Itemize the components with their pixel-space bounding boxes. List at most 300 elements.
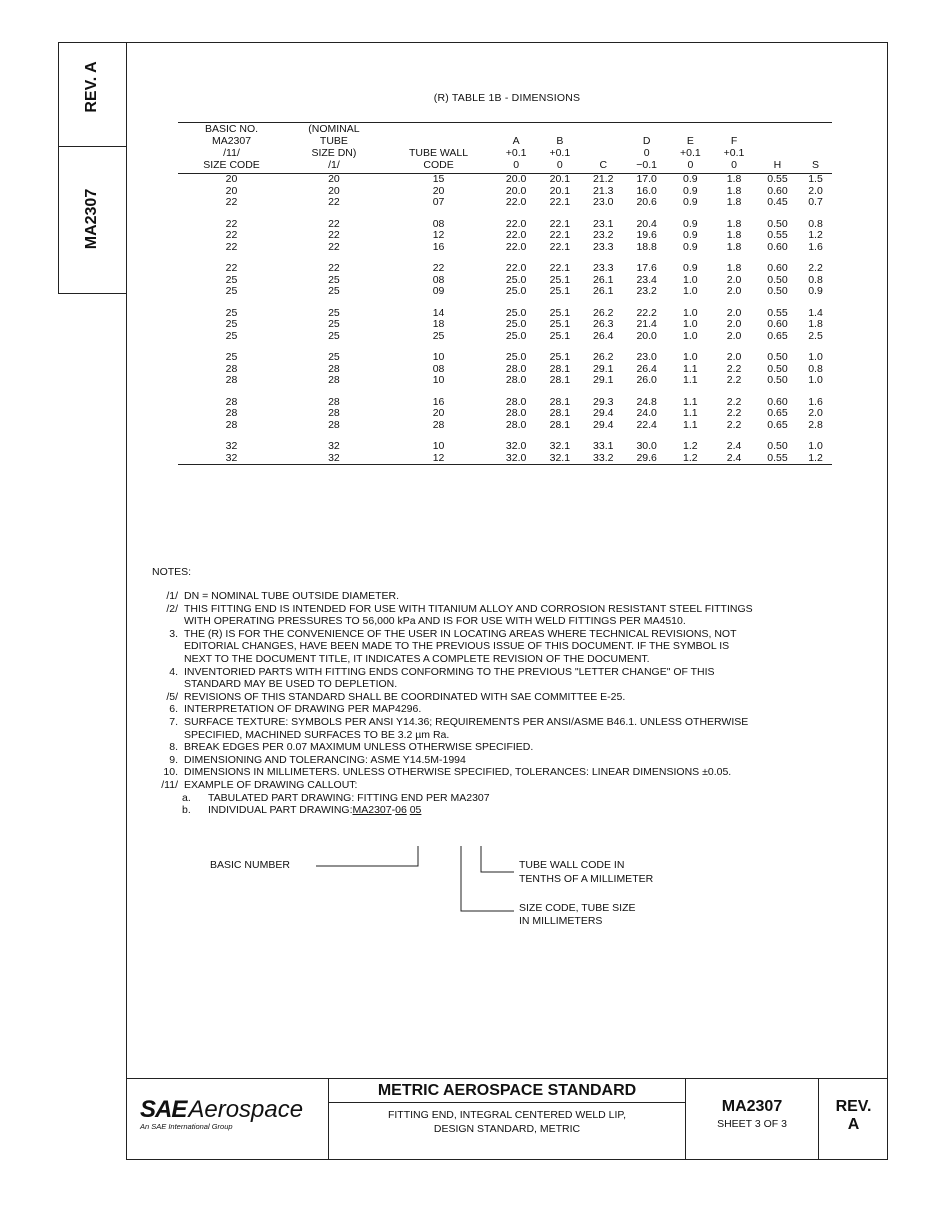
cell-dim-c: 29.3 [593,395,614,408]
cell-dim-h: 0.60 [767,240,788,253]
cell-dim-a: 20.0 [505,184,527,197]
cell-dim-f: 2.0 [726,351,742,363]
cell-dim-h: 0.60 [767,318,788,330]
cell-dim-d: 30.0 [636,440,657,452]
note-number: 10. [163,766,178,779]
header-line: 0 [643,147,650,159]
cell-dim-h: 0.50 [767,374,788,386]
cell-dim-a: 25.0 [505,273,527,286]
cell-dim-s: 0.8 [808,217,823,230]
header-line: /11/ [223,147,240,159]
callout-size-code: 06 [395,804,407,817]
cell-dim-c: 26.2 [593,351,614,363]
header-line: SIZE CODE [203,159,260,171]
note-line: EXAMPLE OF DRAWING CALLOUT: [184,778,358,791]
note-line: WITH OPERATING PRESSURES TO 56,000 kPa AND IS FOR USE WITH WELD FITTINGS PER MA4510. [184,615,686,628]
side-rev-value: A [83,61,100,73]
cell-nominal-tube-size: 25 [328,273,340,286]
cell-nominal-tube-size: 22 [328,217,340,230]
cell-dim-a: 25.0 [505,351,527,363]
header-line: +0.1 [549,147,571,159]
cell-dim-f: 2.2 [726,362,742,375]
cell-dim-d: 18.8 [636,240,657,253]
cell-dim-h: 0.50 [767,273,788,286]
note-text [184,716,748,741]
cell-dim-s: 1.0 [808,440,823,452]
note-text [184,590,399,603]
header-line: H [773,159,782,171]
cell-dim-e: 0.9 [683,262,698,274]
header-line: B [556,135,564,147]
cell-nominal-tube-size: 22 [328,240,340,253]
cell-dim-s: 1.6 [808,240,823,253]
notes-heading: NOTES: [152,566,192,578]
note-line: BREAK EDGES PER 0.07 MAXIMUM UNLESS OTHERWISE SPECIFIED. [184,741,534,754]
cell-nominal-tube-size: 25 [328,329,340,342]
cell-dim-b: 20.1 [549,173,571,185]
cell-dim-a: 22.0 [505,196,527,208]
note-text [184,628,737,666]
cell-dim-a: 25.0 [505,285,527,297]
table-row [178,197,832,209]
note-item [146,766,876,779]
note-line: SPECIFIED, MACHINED SURFACES TO BE 3.2 µm Ra. [184,728,450,741]
sheet-number: SHEET 3 OF 3 [717,1118,787,1130]
cell-nominal-tube-size: 32 [285,453,383,465]
cell-dim-f: 1.8 [726,217,742,230]
cell-size-code: 28 [225,418,238,431]
cell-dim-s: 1.2 [799,453,832,465]
cell-dim-e: 1.0 [683,285,698,297]
cell-tube-wall-code: 15 [432,173,445,185]
cell-dim-e: 1.1 [683,418,698,431]
cell-dim-c: 33.2 [582,453,625,465]
note-text [184,603,753,628]
size-code-label-1: SIZE CODE, TUBE SIZE [519,902,636,914]
cell-dim-d: 29.6 [625,453,669,465]
standard-title: METRIC AEROSPACE STANDARD [329,1078,685,1103]
cell-dim-b: 25.1 [549,318,571,330]
cell-dim-a: 28.0 [505,418,527,431]
cell-nominal-tube-size: 28 [328,418,340,431]
cell-dim-a: 25.0 [505,329,527,342]
callout-sub-a [146,792,876,805]
table-title: (R) TABLE 1B - DIMENSIONS [433,92,581,104]
cell-dim-s: 1.0 [808,374,823,386]
side-rev-block [83,47,101,127]
cell-tube-wall-code: 20 [432,184,445,197]
note-number: 9. [169,753,178,766]
cell-dim-b: 28.1 [549,418,571,431]
cell-nominal-tube-size: 22 [328,262,340,274]
cell-size-code: 25 [225,273,238,286]
cell-size-code: 22 [225,262,238,274]
header-nominal-tube-size [285,123,383,174]
logo-aerospace: Aerospace [188,1096,304,1123]
callout-wall-code: 05 [409,804,422,817]
cell-dim-b: 32.1 [549,440,571,452]
note-item [146,754,876,767]
cell-nominal-tube-size: 22 [328,196,340,208]
cell-nominal-tube-size: 25 [328,285,340,297]
table-row [178,242,832,254]
sae-aerospace-logo [140,1096,325,1146]
cell-dim-d: 24.0 [636,407,657,419]
cell-nominal-tube-size: 28 [328,362,340,375]
cell-dim-d: 22.4 [636,418,657,431]
cell-dim-f: 2.0 [726,329,742,342]
rev-cell [818,1078,888,1160]
cell-dim-h: 0.50 [767,285,788,297]
cell-dim-a: 28.0 [505,374,527,386]
cell-dim-c: 29.1 [593,374,614,386]
cell-dim-h: 0.60 [767,184,788,197]
note-item [146,691,876,704]
cell-dim-c: 26.1 [593,273,614,286]
header-line: CODE [423,159,454,171]
note-number: 7. [169,715,178,728]
logo-subtitle: An SAE International Group [140,1122,233,1131]
note-number: 4. [169,665,178,678]
cell-dim-h: 0.55 [756,453,799,465]
description-line-2: DESIGN STANDARD, METRIC [433,1123,581,1135]
table-row [178,375,832,387]
cell-size-code: 25 [225,329,238,342]
note-item [146,779,876,792]
note-item [146,703,876,716]
cell-tube-wall-code: 14 [432,306,445,319]
cell-dim-a: 22.0 [505,229,527,241]
note-number: /11/ [161,778,178,791]
cell-size-code: 28 [225,362,238,375]
table-row [178,319,832,331]
cell-dim-e: 0.9 [683,229,698,241]
note-line: INTERPRETATION OF DRAWING PER MAP4296. [184,703,422,716]
cell-size-code: 22 [225,240,238,253]
cell-dim-c: 29.4 [593,418,614,431]
footer-rev-label: REV. [835,1098,872,1115]
footer-rev-value: A [847,1116,860,1133]
cell-dim-b: 22.1 [549,240,571,253]
header-line: E [686,135,694,147]
cell-tube-wall-code: 20 [432,407,445,419]
cell-dim-f: 1.8 [726,229,742,241]
table-row [178,342,832,364]
note-item [146,603,876,628]
cell-size-code: 25 [225,351,238,363]
cell-dim-s: 0.7 [808,196,823,208]
note-text [184,666,715,691]
header-line: +0.1 [679,147,701,159]
cell-size-code: 32 [225,440,238,452]
cell-dim-d: 26.4 [636,362,657,375]
cell-dim-b: 20.1 [549,184,571,197]
cell-tube-wall-code: 08 [432,362,445,375]
callout-sub-b [146,804,876,817]
cell-dim-f: 2.2 [726,395,742,408]
side-rev-label: REV. [83,76,100,113]
table-row [178,331,832,343]
cell-dim-b: 28.1 [549,374,571,386]
cell-dim-c: 29.1 [593,362,614,375]
cell-nominal-tube-size: 25 [328,351,340,363]
sub-b-text: INDIVIDUAL PART DRAWING: [208,804,353,817]
header-line: +0.1 [723,147,745,159]
header-line: C [599,159,608,171]
cell-size-code: 25 [225,285,238,297]
table-header-row [178,123,832,174]
cell-dim-e: 1.0 [683,273,698,286]
cell-nominal-tube-size: 25 [328,318,340,330]
cell-tube-wall-code: 18 [432,318,445,330]
cell-dim-c: 33.1 [593,440,614,452]
cell-dim-e: 1.0 [683,351,698,363]
note-text [184,779,357,792]
header-line: A [512,135,520,147]
note-text [184,691,625,704]
cell-size-code: 28 [225,395,238,408]
cell-dim-e: 0.9 [683,196,698,208]
cell-tube-wall-code: 10 [432,440,445,452]
cell-dim-f: 2.0 [726,306,742,319]
cell-dim-d: 23.0 [636,351,657,363]
table-row [178,286,832,298]
cell-size-code: 20 [225,184,238,197]
cell-dim-f: 1.8 [726,240,742,253]
note-line: DIMENSIONING AND TOLERANCING: ASME Y14.5M-1994 [184,753,466,766]
cell-nominal-tube-size: 28 [328,395,340,408]
cell-dim-c: 21.2 [593,173,614,185]
cell-dim-d: 17.0 [636,173,657,185]
cell-dim-e: 0.9 [683,173,698,185]
cell-dim-f: 2.4 [712,453,756,465]
header-line: (NOMINAL [308,123,360,135]
header-line: −0.1 [636,159,658,171]
cell-dim-d: 17.6 [636,262,657,274]
cell-dim-h: 0.55 [767,229,788,241]
cell-dim-f: 2.4 [726,440,742,452]
cell-dim-d: 20.4 [636,217,657,230]
table-row [178,298,832,320]
cell-dim-d: 22.2 [636,306,657,319]
header-dim-e [669,123,713,174]
header-tube-wall-code [383,123,495,174]
cell-tube-wall-code: 16 [432,395,445,408]
cell-nominal-tube-size: 20 [328,184,340,197]
sub-letter: b. [182,804,191,817]
cell-dim-h: 0.65 [767,418,788,431]
cell-dim-c: 26.3 [593,318,614,330]
note-line: THE (R) IS FOR THE CONVENIENCE OF THE USER IN LOCATING AREAS WHERE TECHNICAL REVISIONS, NOT [184,627,737,640]
cell-tube-wall-code: 16 [432,240,445,253]
cell-size-code: 25 [225,306,238,319]
header-line: /1/ [328,159,340,171]
cell-tube-wall-code: 08 [432,217,445,230]
cell-dim-d: 16.0 [636,184,657,197]
cell-dim-s: 2.8 [808,418,823,431]
cell-nominal-tube-size: 22 [328,229,340,241]
cell-dim-b: 28.1 [549,362,571,375]
table-row [178,420,832,432]
cell-size-code: 28 [225,374,238,386]
sub-a-text: TABULATED PART DRAWING: FITTING END PER MA2307 [208,791,490,804]
cell-dim-b: 32.1 [538,453,582,465]
cell-dim-c: 23.3 [593,262,614,274]
note-number: /1/ [166,590,178,602]
header-line: F [730,135,738,147]
header-line: SIZE DN) [311,147,357,159]
cell-dim-s: 2.5 [808,329,823,342]
table-row [178,230,832,242]
cell-dim-b: 22.1 [549,229,571,241]
cell-dim-s: 1.5 [808,173,823,185]
table-row [178,431,832,453]
table-row [178,209,832,231]
cell-tube-wall-code: 22 [432,262,445,274]
cell-dim-e: 1.0 [683,306,698,319]
cell-dim-h: 0.60 [767,395,788,408]
note-number: /5/ [166,690,178,703]
cell-dim-c: 23.0 [593,196,614,208]
footer-doc-number: MA2307 [721,1098,783,1115]
cell-dim-d: 23.4 [636,273,657,286]
cell-dim-h: 0.65 [767,329,788,342]
sub-letter: a. [182,791,191,804]
header-line: TUBE [319,135,348,147]
cell-dim-a: 22.0 [505,217,527,230]
header-line: 0 [513,159,520,171]
cell-dim-s: 0.9 [808,285,823,297]
cell-nominal-tube-size: 28 [328,407,340,419]
cell-dim-c: 23.1 [593,217,614,230]
cell-dim-d: 23.2 [636,285,657,297]
cell-tube-wall-code: 10 [432,374,445,386]
cell-size-code: 25 [225,318,238,330]
cell-nominal-tube-size: 28 [328,374,340,386]
note-line: THIS FITTING END IS INTENDED FOR USE WITH TITANIUM ALLOY AND CORROSION RESISTANT STEEL FITTINGS [184,602,753,615]
cell-tube-wall-code: 07 [432,196,445,208]
note-text [184,766,731,779]
cell-tube-wall-code: 25 [432,329,445,342]
note-line: REVISIONS OF THIS STANDARD SHALL BE COORDINATED WITH SAE COMMITTEE E-25. [184,690,626,703]
cell-dim-b: 22.1 [549,262,571,274]
cell-dim-h: 0.60 [767,262,788,274]
cell-dim-f: 1.8 [726,196,742,208]
cell-dim-s: 1.6 [808,395,823,408]
cell-dim-a: 32.0 [494,453,538,465]
cell-size-code: 22 [225,229,238,241]
cell-dim-b: 25.1 [549,285,571,297]
cell-dim-e: 0.9 [683,240,698,253]
cell-dim-d: 19.6 [636,229,657,241]
note-text [184,741,533,754]
cell-dim-f: 2.2 [726,374,742,386]
basic-number-label: BASIC NUMBER [210,859,290,871]
cell-nominal-tube-size: 20 [328,173,340,185]
note-item [146,741,876,754]
note-line: STANDARD MAY BE USED TO DEPLETION. [184,678,398,691]
note-item [146,666,876,691]
cell-dim-h: 0.45 [767,196,788,208]
table-row [178,408,832,420]
note-text [184,754,466,767]
cell-dim-e: 1.0 [683,329,698,342]
wall-code-label-1: TUBE WALL CODE IN [519,859,625,871]
cell-dim-f: 2.2 [726,418,742,431]
cell-dim-s: 0.8 [808,362,823,375]
cell-dim-a: 22.0 [505,262,527,274]
note-line: INVENTORIED PARTS WITH FITTING ENDS CONFORMING TO THE PREVIOUS "LETTER CHANGE" OF THIS [184,665,715,678]
callout-dash: - [391,804,396,817]
note-item [146,590,876,603]
cell-tube-wall-code: 08 [432,273,445,286]
cell-dim-h: 0.50 [767,351,788,363]
title-cell [328,1078,685,1160]
cell-dim-c: 23.3 [593,240,614,253]
description-line-1: FITTING END, INTEGRAL CENTERED WELD LIP, [387,1109,627,1121]
cell-dim-f: 2.2 [726,407,742,419]
cell-dim-a: 28.0 [505,407,527,419]
cell-dim-a: 32.0 [505,440,527,452]
cell-dim-a: 22.0 [505,240,527,253]
cell-dim-c: 23.2 [593,229,614,241]
cell-tube-wall-code: 12 [383,453,495,465]
cell-dim-e: 0.9 [683,217,698,230]
cell-dim-d: 26.0 [636,374,657,386]
cell-dim-b: 28.1 [549,407,571,419]
side-doc-number: MA2307 [83,188,100,250]
cell-dim-e: 1.2 [683,440,698,452]
cell-dim-e: 1.1 [683,362,698,375]
note-line: DIMENSIONS IN MILLIMETERS. UNLESS OTHERWISE SPECIFIED, TOLERANCES: LINEAR DIMENSIONS ±0.05. [184,766,732,779]
cell-dim-h: 0.50 [767,362,788,375]
cell-dim-b: 28.1 [549,395,571,408]
cell-nominal-tube-size: 32 [328,440,340,452]
cell-dim-s: 1.0 [808,351,823,363]
wall-code-label-2: TENTHS OF A MILLIMETER [519,873,654,885]
logo-sae: SAE [140,1096,187,1123]
cell-dim-c: 29.4 [593,407,614,419]
table-row [178,174,832,186]
cell-dim-s: 1.8 [808,318,823,330]
cell-dim-e: 0.9 [683,184,698,197]
cell-dim-e: 1.1 [683,374,698,386]
cell-dim-e: 1.1 [683,407,698,419]
header-line: S [812,159,820,171]
cell-dim-h: 0.50 [767,440,788,452]
cell-dim-h: 0.55 [767,173,788,185]
cell-dim-s: 0.8 [808,273,823,286]
header-line: 0 [687,159,694,171]
cell-tube-wall-code: 28 [432,418,445,431]
cell-dim-a: 20.0 [505,173,527,185]
cell-dim-h: 0.50 [767,217,788,230]
cell-dim-s: 2.0 [808,407,823,419]
cell-dim-c: 21.3 [593,184,614,197]
side-divider [58,146,126,147]
cell-dim-b: 22.1 [549,217,571,230]
cell-dim-c: 26.4 [593,329,614,342]
cell-dim-d: 20.6 [636,196,657,208]
note-line: SURFACE TEXTURE: SYMBOLS PER ANSI Y14.36; REQUIREMENTS PER ANSI/ASME B46.1. UNLESS OTHERWISE [184,715,749,728]
cell-dim-a: 28.0 [505,362,527,375]
cell-dim-f: 2.0 [726,273,742,286]
cell-dim-s: 1.2 [808,229,823,241]
cell-dim-d: 21.4 [636,318,657,330]
cell-dim-c: 26.2 [593,306,614,319]
cell-dim-s: 2.0 [808,184,823,197]
cell-dim-b: 25.1 [549,273,571,286]
